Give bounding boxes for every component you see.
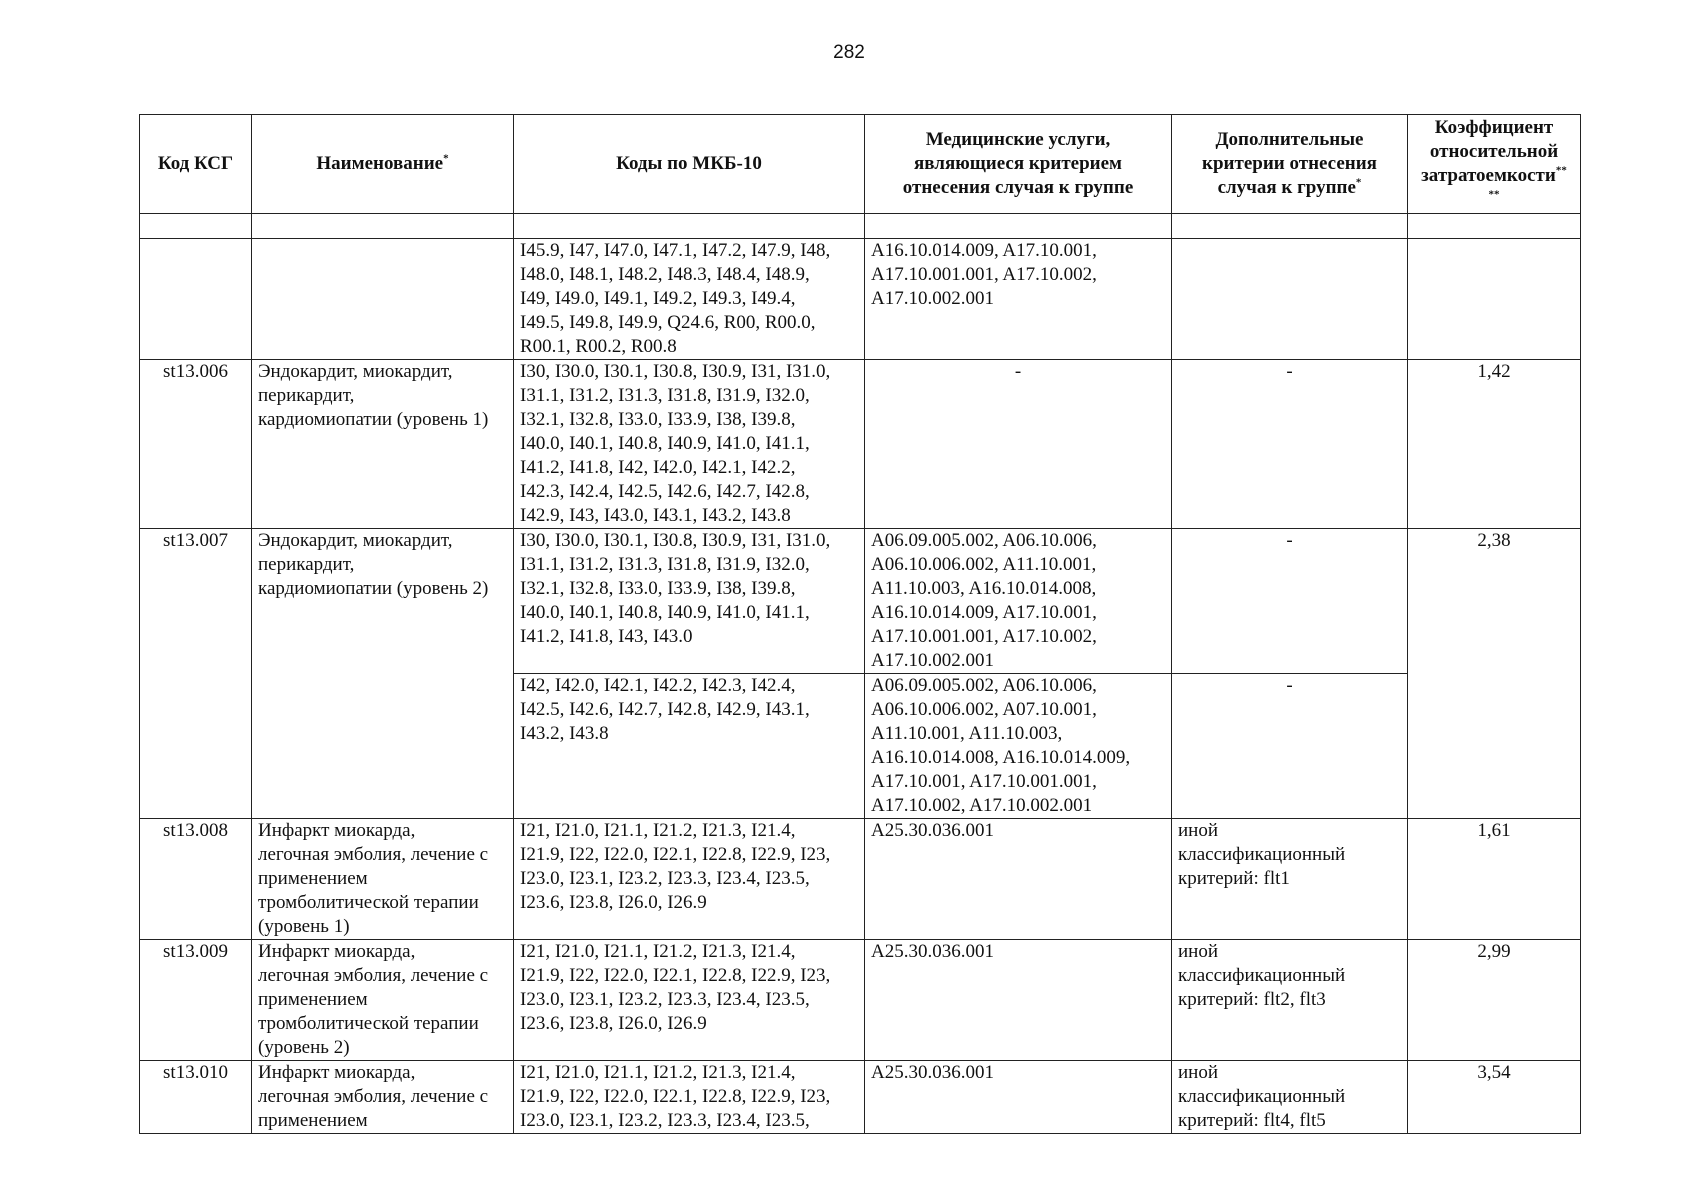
ksg-code-cell: st13.006 xyxy=(140,360,252,529)
services-cell: A25.30.036.001 xyxy=(865,1061,1172,1134)
coefficient-cell: 2,38 xyxy=(1408,529,1581,819)
ksg-code-cell: st13.007 xyxy=(140,529,252,819)
table-row xyxy=(140,940,1581,1061)
services-cell: A06.09.005.002, A06.10.006, A06.10.006.002, A11.10.001, A11.10.003, A16.10.014.008, A16.10.014.009, A17.10.001, A17.10.001.001, A17.10.002, A17.10.002.001 xyxy=(865,529,1172,674)
criteria-cell xyxy=(1172,239,1408,360)
coefficient-cell: 2,99 xyxy=(1408,940,1581,1061)
table-row xyxy=(140,529,1581,674)
icd-codes-cell: I21, I21.0, I21.1, I21.2, I21.3, I21.4, I21.9, I22, I22.0, I22.1, I22.8, I22.9, I23, I23.0, I23.1, I23.2, I23.3, I23.4, I23.5, I23.6, I23.8, I26.0, I26.9 xyxy=(514,819,865,940)
criteria-cell: иной классификационный критерий: flt2, flt3 xyxy=(1172,940,1408,1061)
icd-codes-cell: I42, I42.0, I42.1, I42.2, I42.3, I42.4, I42.5, I42.6, I42.7, I42.8, I42.9, I43.1, I43.2, I43.8 xyxy=(514,674,865,819)
header-code: Код КСГ xyxy=(140,115,252,214)
services-cell: - xyxy=(865,360,1172,529)
ksg-name-cell xyxy=(252,239,514,360)
ksg-table xyxy=(139,114,1581,1134)
table-row xyxy=(140,819,1581,940)
ksg-code-cell: st13.009 xyxy=(140,940,252,1061)
coefficient-cell: 3,54 xyxy=(1408,1061,1581,1134)
icd-codes-cell: I45.9, I47, I47.0, I47.1, I47.2, I47.9, I48, I48.0, I48.1, I48.2, I48.3, I48.4, I48.9, I49, I49.0, I49.1, I49.2, I49.3, I49.4, I49.5, I49.8, I49.9, Q24.6, R00, R00.0, R00.1, R00.2, R00.8 xyxy=(514,239,865,360)
icd-codes-cell: I21, I21.0, I21.1, I21.2, I21.3, I21.4, I21.9, I22, I22.0, I22.1, I22.8, I22.9, I23, I23.0, I23.1, I23.2, I23.3, I23.4, I23.5, xyxy=(514,1061,865,1134)
spacer-row xyxy=(140,214,1581,239)
header-coef-footnote-mark-2: ** xyxy=(1488,188,1500,201)
criteria-cell: - xyxy=(1172,360,1408,529)
header-coef-footnote-mark: ** xyxy=(1555,164,1567,177)
ksg-name-cell: Эндокардит, миокардит, перикардит, кардиомиопатии (уровень 2) xyxy=(252,529,514,819)
header-services: Медицинские услуги, являющиеся критерием отнесения случая к группе xyxy=(865,115,1172,214)
coefficient-cell: 1,42 xyxy=(1408,360,1581,529)
services-cell: A06.09.005.002, A06.10.006, A06.10.006.002, A07.10.001, A11.10.001, A11.10.003, A16.10.014.008, A16.10.014.009, A17.10.001, A17.10.001.001, A17.10.002, A17.10.002.001 xyxy=(865,674,1172,819)
table-row xyxy=(140,239,1581,360)
services-cell: A16.10.014.009, A17.10.001, A17.10.001.001, A17.10.002, A17.10.002.001 xyxy=(865,239,1172,360)
header-criteria: Дополнительные критерии отнесения случая к группе* xyxy=(1172,115,1408,214)
coefficient-cell xyxy=(1408,239,1581,360)
ksg-code-cell: st13.008 xyxy=(140,819,252,940)
header-icd: Коды по МКБ-10 xyxy=(514,115,865,214)
table-header-row xyxy=(140,115,1581,214)
icd-codes-cell: I21, I21.0, I21.1, I21.2, I21.3, I21.4, I21.9, I22, I22.0, I22.1, I22.8, I22.9, I23, I23.0, I23.1, I23.2, I23.3, I23.4, I23.5, I23.6, I23.8, I26.0, I26.9 xyxy=(514,940,865,1061)
ksg-code-cell: st13.010 xyxy=(140,1061,252,1134)
ksg-name-cell: Эндокардит, миокардит, перикардит, кардиомиопатии (уровень 1) xyxy=(252,360,514,529)
criteria-cell: иной классификационный критерий: flt1 xyxy=(1172,819,1408,940)
header-name: Наименование* xyxy=(252,115,514,214)
table-row xyxy=(140,1061,1581,1134)
criteria-cell: иной классификационный критерий: flt4, flt5 xyxy=(1172,1061,1408,1134)
ksg-name-cell: Инфаркт миокарда, легочная эмболия, лечение с применением тромболитической терапии (уровень 2) xyxy=(252,940,514,1061)
page-number: 282 xyxy=(833,42,865,63)
ksg-name-cell: Инфаркт миокарда, легочная эмболия, лечение с применением тромболитической терапии (уровень 1) xyxy=(252,819,514,940)
icd-codes-cell: I30, I30.0, I30.1, I30.8, I30.9, I31, I31.0, I31.1, I31.2, I31.3, I31.8, I31.9, I32.0, I32.1, I32.8, I33.0, I33.9, I38, I39.8, I40.0, I40.1, I40.8, I40.9, I41.0, I41.1, I41.2, I41.8, I43, I43.0 xyxy=(514,529,865,674)
icd-codes-cell: I30, I30.0, I30.1, I30.8, I30.9, I31, I31.0, I31.1, I31.2, I31.3, I31.8, I31.9, I32.0, I32.1, I32.8, I33.0, I33.9, I38, I39.8, I40.0, I40.1, I40.8, I40.9, I41.0, I41.1, I41.2, I41.8, I42, I42.0, I42.1, I42.2, I42.3, I42.4, I42.5, I42.6, I42.7, I42.8, I42.9, I43, I43.0, I43.1, I43.2, I43.8 xyxy=(514,360,865,529)
header-name-footnote-mark: * xyxy=(443,152,449,165)
table-row xyxy=(140,360,1581,529)
header-coefficient: Коэффициент относительной затратоемкости** ** xyxy=(1408,115,1581,214)
criteria-cell: - xyxy=(1172,529,1408,674)
coefficient-cell: 1,61 xyxy=(1408,819,1581,940)
services-cell: A25.30.036.001 xyxy=(865,940,1172,1061)
ksg-name-cell: Инфаркт миокарда, легочная эмболия, лечение с применением xyxy=(252,1061,514,1134)
header-criteria-footnote-mark: * xyxy=(1355,176,1362,189)
services-cell: A25.30.036.001 xyxy=(865,819,1172,940)
criteria-cell: - xyxy=(1172,674,1408,819)
ksg-code-cell xyxy=(140,239,252,360)
